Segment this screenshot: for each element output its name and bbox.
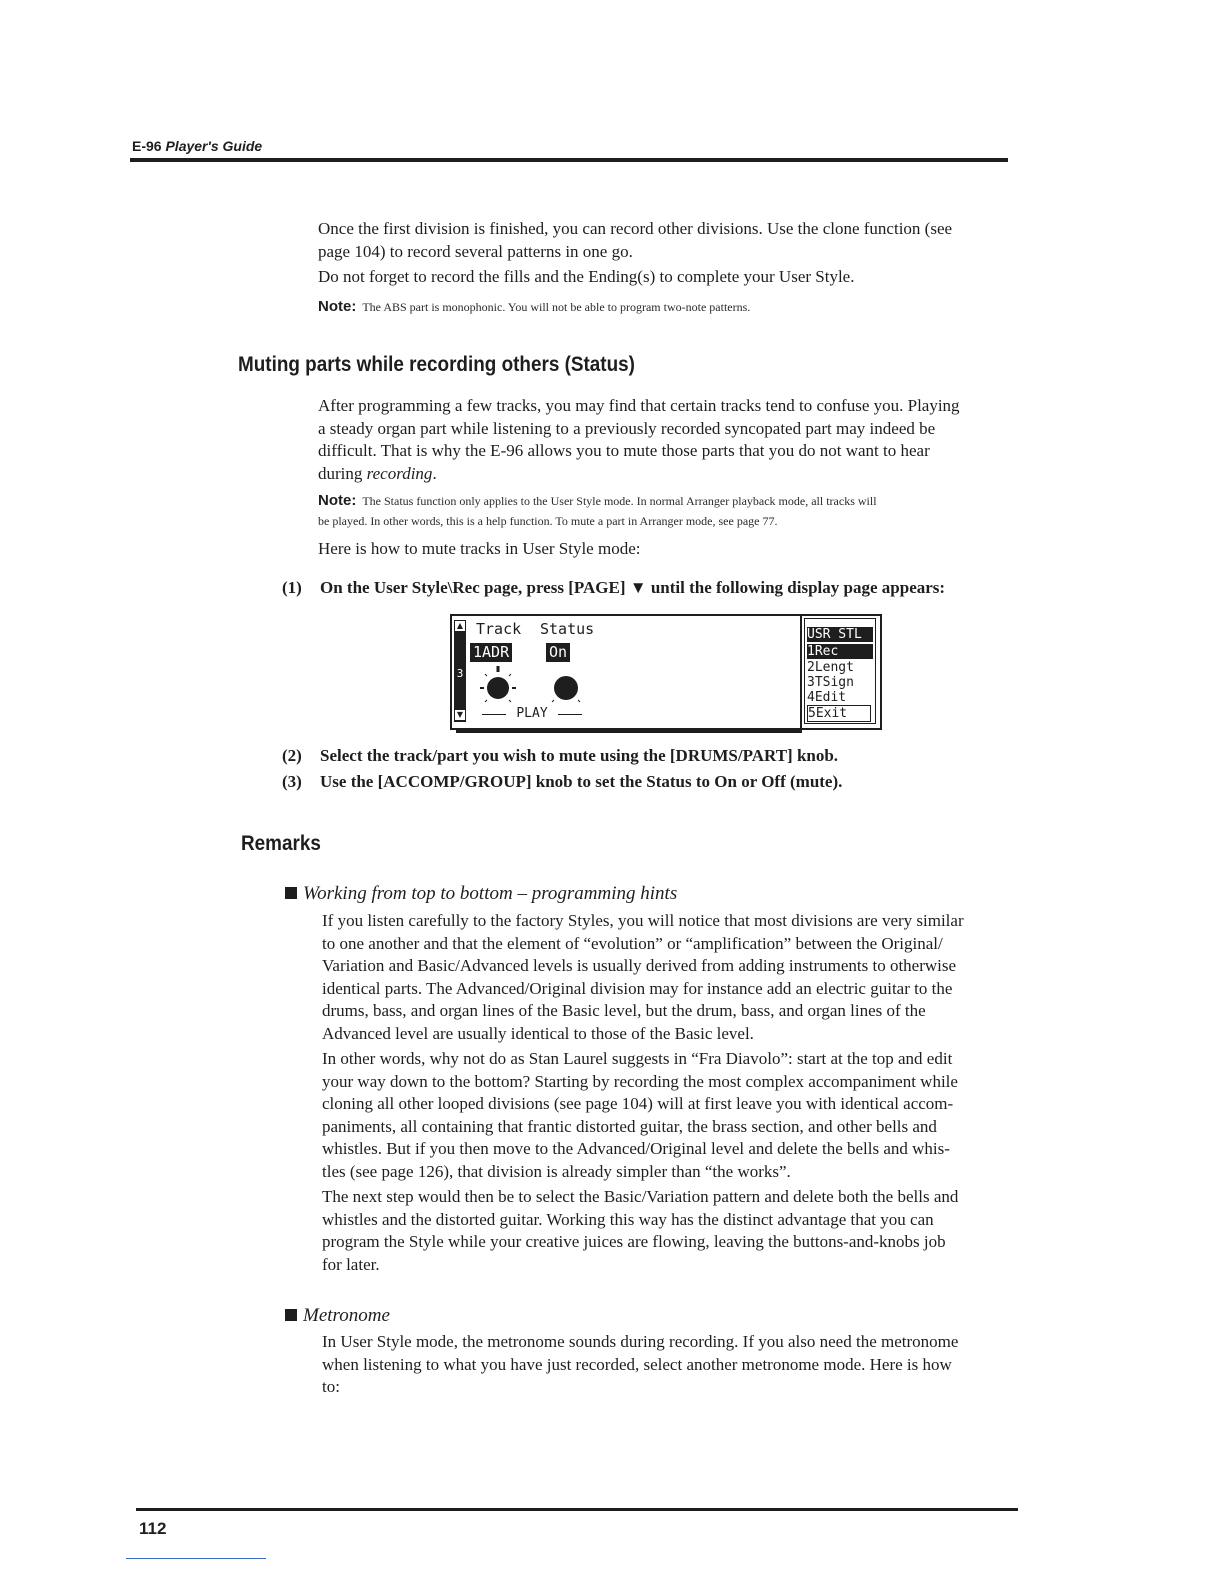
intro-paragraph-2: Do not forget to record the fills and the Ending(s) to complete your User Style. <box>318 267 855 286</box>
hints-paragraph-1 <box>322 910 964 1046</box>
hints-line: whistles and the distorted guitar. Working this way has the distinct advantage that you can <box>322 1209 934 1229</box>
lcd-menu-item-rec: 1Rec <box>807 644 873 659</box>
note-text: The ABS part is monophonic. You will not be able to program two-note patterns. <box>362 300 751 314</box>
hints-line: Advanced level are usually identical to those of the Basic level. <box>322 1023 754 1043</box>
metronome-title: Metronome <box>303 1305 390 1326</box>
square-bullet-icon <box>285 1309 297 1321</box>
section-heading-remarks: Remarks <box>241 832 321 855</box>
footer-rule <box>136 1508 1018 1511</box>
scroll-down-icon: ▼ <box>456 710 464 719</box>
lcd-menu-frame <box>804 618 876 724</box>
howto-text: Here is how to mute tracks in User Style mode: <box>318 539 641 558</box>
hints-line: If you listen carefully to the factory Styles, you will notice that most divisions are very similar <box>322 911 964 930</box>
metronome-line: when listening to what you have just recorded, select another metronome mode. Here is how <box>322 1354 952 1374</box>
step-text: On the User Style\Rec page, press [PAGE] ▼ until the following display page appears: <box>320 578 946 597</box>
step-text: Select the track/part you wish to mute using the [DRUMS/PART] knob. <box>320 746 839 765</box>
intro-line: Once the first division is finished, you can record other divisions. Use the clone function (see <box>318 219 953 238</box>
note-text: The Status function only applies to the User Style mode. In normal Arranger playback mode, all tracks will <box>362 494 877 508</box>
intro-paragraph-1 <box>318 218 952 263</box>
lcd-track-value: 1ADR <box>470 643 512 662</box>
hints-line: program the Style while your creative juices are flowing, leaving the buttons-and-knobs job <box>322 1232 946 1252</box>
muting-line: a steady organ part while listening to a previously recorded syncopated part may indeed be <box>318 418 936 438</box>
muting-last-italic: recording <box>366 463 433 483</box>
muting-line: After programming a few tracks, you may find that certain tracks tend to confuse you. Playing <box>318 396 960 415</box>
lcd-play-label: PLAY <box>482 706 582 721</box>
metronome-paragraph <box>322 1331 958 1399</box>
lcd-knobs <box>472 664 592 708</box>
header-guide: Player's Guide <box>165 138 263 154</box>
muting-note <box>318 491 877 531</box>
lcd-display <box>450 614 882 730</box>
lcd-menu-item-edit: 4Edit <box>807 690 847 705</box>
accomp-group-knob-icon <box>552 676 580 702</box>
subheading-metronome <box>285 1305 390 1327</box>
note-label: Note: <box>318 298 357 315</box>
muting-last-prefix: during <box>318 463 367 483</box>
step-number: (1) <box>282 578 302 597</box>
step-number: (3) <box>282 772 302 791</box>
drums-part-knob-icon <box>480 666 516 702</box>
muting-note-line-1 <box>318 491 877 511</box>
lcd-status-value: On <box>546 643 570 662</box>
lcd-menu-item-tsign: 3TSign <box>807 675 854 690</box>
note-label: Note: <box>318 492 357 509</box>
section-heading-muting: Muting parts while recording others (Status) <box>238 353 635 376</box>
scroll-up-icon: ▲ <box>456 621 464 630</box>
hints-line: cloning all other looped divisions (see page 104) will at first leave you with identical accom- <box>322 1094 954 1114</box>
header-rule <box>130 158 1008 162</box>
hints-line: In other words, why not do as Stan Laurel suggests in “Fra Diavolo”: start at the top and edit <box>322 1049 953 1068</box>
hints-line: drums, bass, and organ lines of the Basic level, but the drum, bass, and organ lines of the <box>322 1001 926 1021</box>
page-number: 112 <box>139 1519 167 1538</box>
square-bullet-icon <box>285 887 297 899</box>
muting-last-suffix: . <box>432 463 437 483</box>
lcd-menu-panel <box>800 614 882 730</box>
hints-line: identical parts. The Advanced/Original division may for instance add an electric guitar to the <box>322 978 953 998</box>
running-header <box>132 138 262 154</box>
muting-line: difficult. That is why the E-96 allows you to mute those parts that you do not want to hear <box>318 441 930 461</box>
hints-line: to one another and that the element of “evolution” or “amplification” between the Original/ <box>322 933 943 953</box>
hints-line: tles (see page 126), that division is already simpler than “the works”. <box>322 1161 791 1181</box>
hints-line: paniments, all containing that frantic distorted guitar, the brass section, and other bells and <box>322 1116 937 1136</box>
hints-line: whistles. But if you then move to the Advanced/Original level and delete the bells and whis- <box>322 1139 950 1159</box>
hints-line: for later. <box>322 1254 380 1274</box>
lcd-menu-title: USR STL <box>807 627 873 642</box>
lcd-menu-item-exit: 5Exit <box>807 705 871 722</box>
scan-artifact-line <box>126 1558 266 1559</box>
lcd-status-label: Status <box>540 620 595 638</box>
intro-line: page 104) to record several patterns in one go. <box>318 241 633 261</box>
hints-paragraph-3 <box>322 1186 958 1276</box>
metronome-line: In User Style mode, the metronome sounds during recording. If you also need the metronome <box>322 1332 959 1351</box>
step-text: Use the [ACCOMP/GROUP] knob to set the Status to On or Off (mute). <box>320 772 843 791</box>
muting-line-last <box>318 463 960 486</box>
lcd-scrollbar <box>454 620 466 722</box>
muting-paragraph <box>318 395 960 485</box>
metronome-line: to: <box>322 1377 340 1397</box>
subheading-hints <box>285 883 677 905</box>
muting-note-line-2: be played. In other words, this is a help function. To mute a part in Arranger mode, see page 77. <box>318 514 778 528</box>
lcd-main-panel <box>450 614 802 730</box>
hints-title: Working from top to bottom – programming hints <box>303 883 678 904</box>
lcd-menu-item-length: 2Lengt <box>807 660 854 675</box>
step-number: (2) <box>282 746 302 765</box>
lcd-track-label: Track <box>476 620 522 638</box>
lcd-page-indicator: 3 <box>456 667 464 680</box>
hints-line: your way down to the bottom? Starting by recording the most complex accompaniment while <box>322 1071 958 1091</box>
intro-note <box>318 297 750 317</box>
hints-line: Variation and Basic/Advanced levels is usually derived from adding instruments to otherwise <box>322 956 957 976</box>
header-product: E-96 <box>132 138 162 154</box>
hints-paragraph-2 <box>322 1048 958 1184</box>
hints-line: The next step would then be to select the Basic/Variation pattern and delete both the bells and <box>322 1187 959 1206</box>
